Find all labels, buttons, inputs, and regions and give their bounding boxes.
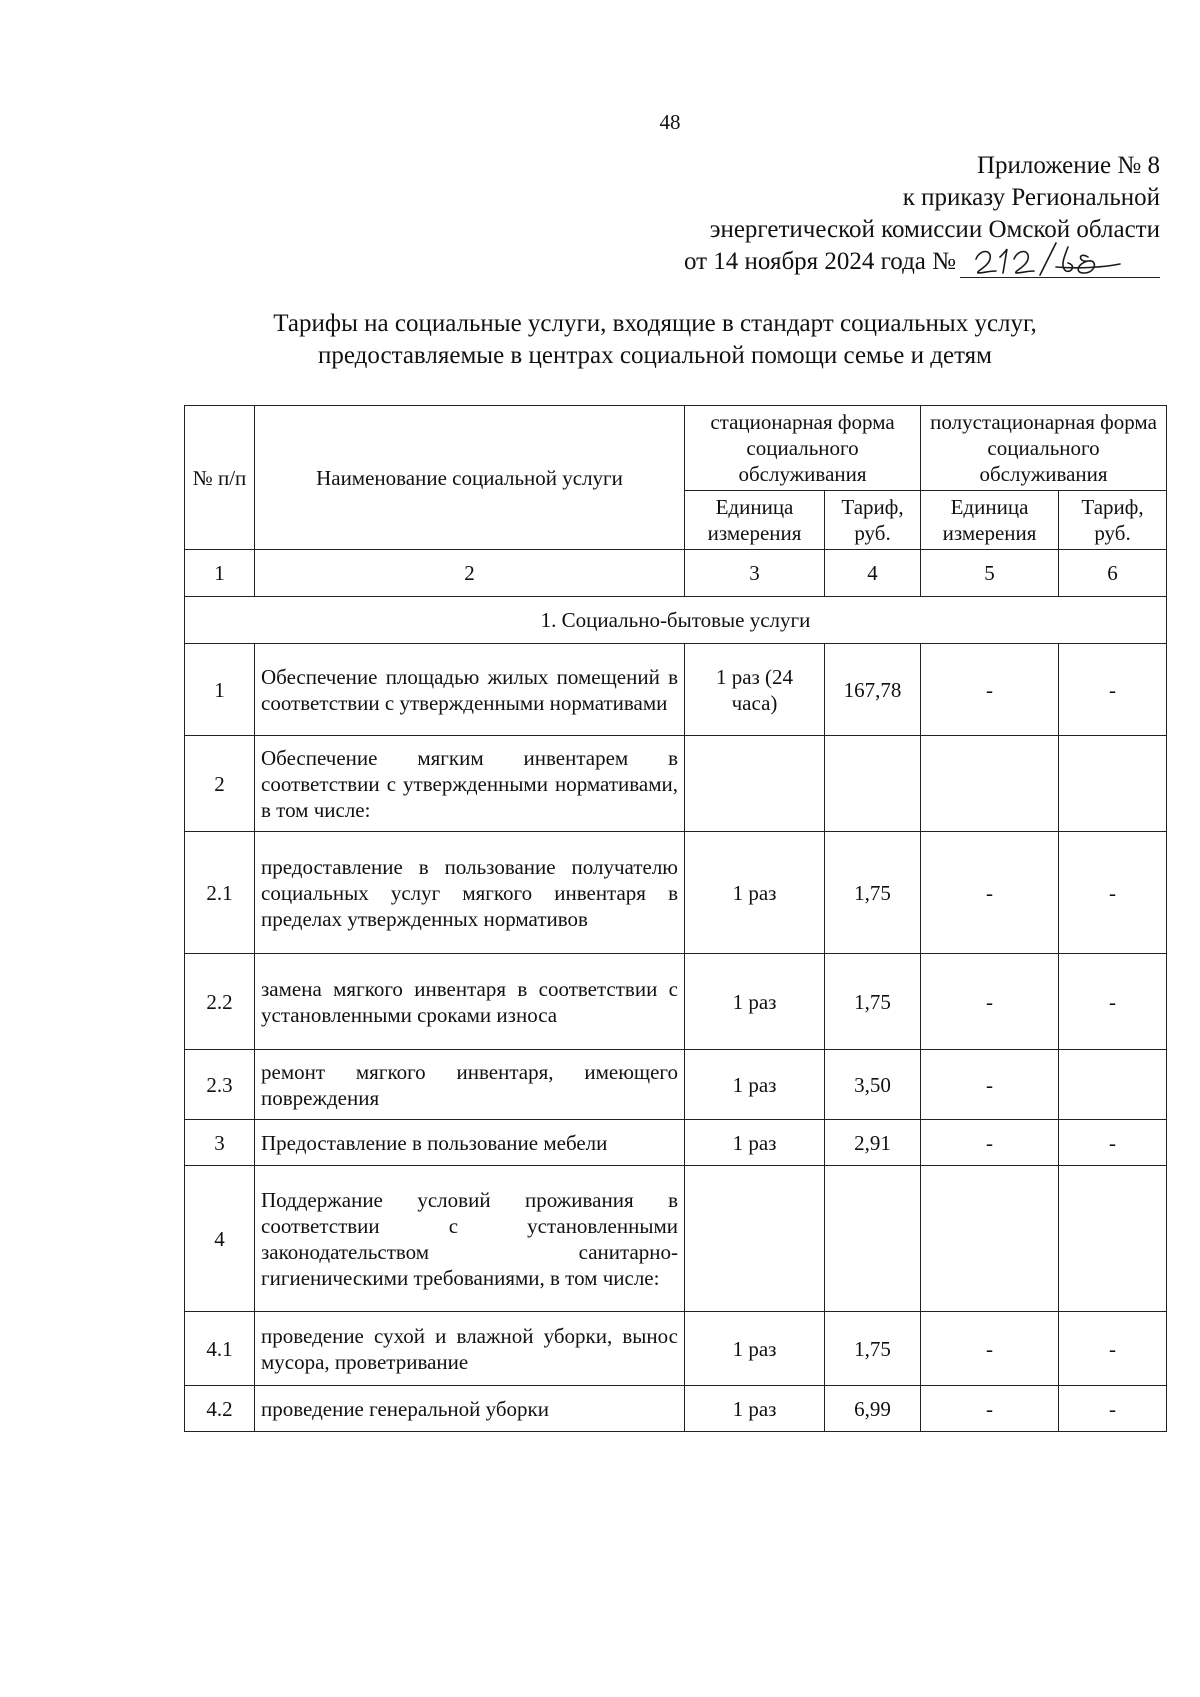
- table-row: [185, 954, 1167, 1050]
- service-name-cell: предоставление в пользование получателю социальных услуг мягкого инвентаря в пределах утвержденных нормативов: [255, 832, 685, 954]
- unit-stationary-cell: 1 раз: [685, 832, 825, 954]
- tariffs-table: [184, 405, 1167, 1432]
- tariff-semistationary-cell: -: [1059, 1120, 1167, 1166]
- tariff-semistationary-cell: [1059, 736, 1167, 832]
- appendix-line: энергетической комиссии Омской области: [709, 216, 1160, 243]
- title-line: Тарифы на социальные услуги, входящие в стандарт социальных услуг,: [273, 310, 1037, 337]
- unit-semistationary-cell: -: [921, 1386, 1059, 1432]
- unit-semistationary-cell: -: [921, 644, 1059, 736]
- column-number: 5: [921, 550, 1059, 597]
- column-number: 4: [825, 550, 921, 597]
- header-num: № п/п: [185, 406, 255, 550]
- tariff-stationary-cell: 6,99: [825, 1386, 921, 1432]
- tariff-semistationary-cell: -: [1059, 832, 1167, 954]
- unit-semistationary-cell: -: [921, 1312, 1059, 1386]
- tariff-semistationary-cell: -: [1059, 644, 1167, 736]
- row-number-cell: 2.2: [185, 954, 255, 1050]
- document-title: [180, 308, 1130, 372]
- row-number-cell: 3: [185, 1120, 255, 1166]
- tariff-semistationary-cell: -: [1059, 1386, 1167, 1432]
- tariff-stationary-cell: 3,50: [825, 1050, 921, 1120]
- service-name-cell: проведение сухой и влажной уборки, вынос мусора, проветривание: [255, 1312, 685, 1386]
- service-name-cell: ремонт мягкого инвентаря, имеющего повреждения: [255, 1050, 685, 1120]
- service-name-cell: Предоставление в пользование мебели: [255, 1120, 685, 1166]
- table-row: [185, 644, 1167, 736]
- unit-stationary-cell: 1 раз: [685, 1386, 825, 1432]
- section-heading: 1. Социально-бытовые услуги: [185, 597, 1167, 644]
- unit-semistationary-cell: -: [921, 832, 1059, 954]
- row-number-cell: 4.1: [185, 1312, 255, 1386]
- tariff-stationary-cell: 1,75: [825, 832, 921, 954]
- row-number-cell: 2: [185, 736, 255, 832]
- service-name-cell: Поддержание условий проживания в соответствии с установленными законодательством санитарно-гигиеническими требованиями, в том числе:: [255, 1166, 685, 1312]
- service-name-cell: проведение генеральной уборки: [255, 1386, 685, 1432]
- appendix-line: к приказу Региональной: [902, 184, 1160, 211]
- tariff-stationary-cell: 167,78: [825, 644, 921, 736]
- unit-stationary-cell: 1 раз (24 часа): [685, 644, 825, 736]
- column-number-row: [185, 550, 1167, 597]
- service-name-cell: Обеспечение мягким инвентарем в соответствии с утвержденными нормативами, в том числе:: [255, 736, 685, 832]
- column-number: 2: [255, 550, 685, 597]
- column-number: 6: [1059, 550, 1167, 597]
- handwritten-order-number: [970, 237, 1130, 279]
- tariff-stationary-cell: 1,75: [825, 1312, 921, 1386]
- page-number: 48: [659, 110, 681, 134]
- unit-stationary-cell: 1 раз: [685, 1312, 825, 1386]
- order-number-blank: [960, 249, 1160, 278]
- service-name-cell: замена мягкого инвентаря в соответствии с установленными сроками износа: [255, 954, 685, 1050]
- table-row: [185, 1312, 1167, 1386]
- column-number: 1: [185, 550, 255, 597]
- table-row: [185, 1386, 1167, 1432]
- tariff-stationary-cell: 2,91: [825, 1120, 921, 1166]
- section-row: [185, 597, 1167, 644]
- row-number-cell: 1: [185, 644, 255, 736]
- column-number: 3: [685, 550, 825, 597]
- header-tariff-stationary: Тариф, руб.: [825, 491, 921, 550]
- title-line: предоставляемые в центрах социальной помощи семье и детям: [318, 342, 992, 369]
- table-body: [185, 550, 1167, 1432]
- table-row: [185, 1166, 1167, 1312]
- appendix-line: Приложение № 8: [976, 152, 1160, 179]
- tariff-semistationary-cell: [1059, 1166, 1167, 1312]
- unit-stationary-cell: 1 раз: [685, 954, 825, 1050]
- unit-semistationary-cell: [921, 1166, 1059, 1312]
- header-stationary-form: стационарная форма социального обслуживания: [685, 406, 921, 491]
- row-number-cell: 2.3: [185, 1050, 255, 1120]
- table-row: [185, 832, 1167, 954]
- row-number-cell: 4.2: [185, 1386, 255, 1432]
- header-unit-semistationary: Единица измерения: [921, 491, 1059, 550]
- row-number-cell: 2.1: [185, 832, 255, 954]
- unit-semistationary-cell: -: [921, 1120, 1059, 1166]
- order-date: от 14 ноября 2024 года №: [683, 248, 956, 275]
- unit-stationary-cell: [685, 1166, 825, 1312]
- table-row: [185, 1050, 1167, 1120]
- tariff-semistationary-cell: [1059, 1050, 1167, 1120]
- tariff-semistationary-cell: -: [1059, 954, 1167, 1050]
- unit-stationary-cell: 1 раз: [685, 1050, 825, 1120]
- unit-semistationary-cell: -: [921, 1050, 1059, 1120]
- header-semistationary-form: полустационарная форма социального обслуживания: [921, 406, 1167, 491]
- unit-stationary-cell: 1 раз: [685, 1120, 825, 1166]
- tariff-semistationary-cell: -: [1059, 1312, 1167, 1386]
- unit-stationary-cell: [685, 736, 825, 832]
- tariff-stationary-cell: 1,75: [825, 954, 921, 1050]
- header-unit-stationary: Единица измерения: [685, 491, 825, 550]
- table-header-row: [185, 406, 1167, 491]
- unit-semistationary-cell: [921, 736, 1059, 832]
- appendix-heading: [684, 150, 1160, 278]
- unit-semistationary-cell: -: [921, 954, 1059, 1050]
- header-service-name: Наименование социальной услуги: [255, 406, 685, 550]
- table-row: [185, 736, 1167, 832]
- tariff-stationary-cell: [825, 1166, 921, 1312]
- appendix-date-line: [684, 246, 1160, 278]
- row-number-cell: 4: [185, 1166, 255, 1312]
- service-name-cell: Обеспечение площадью жилых помещений в соответствии с утвержденными нормативами: [255, 644, 685, 736]
- tariff-stationary-cell: [825, 736, 921, 832]
- header-tariff-semistationary: Тариф, руб.: [1059, 491, 1167, 550]
- table-row: [185, 1120, 1167, 1166]
